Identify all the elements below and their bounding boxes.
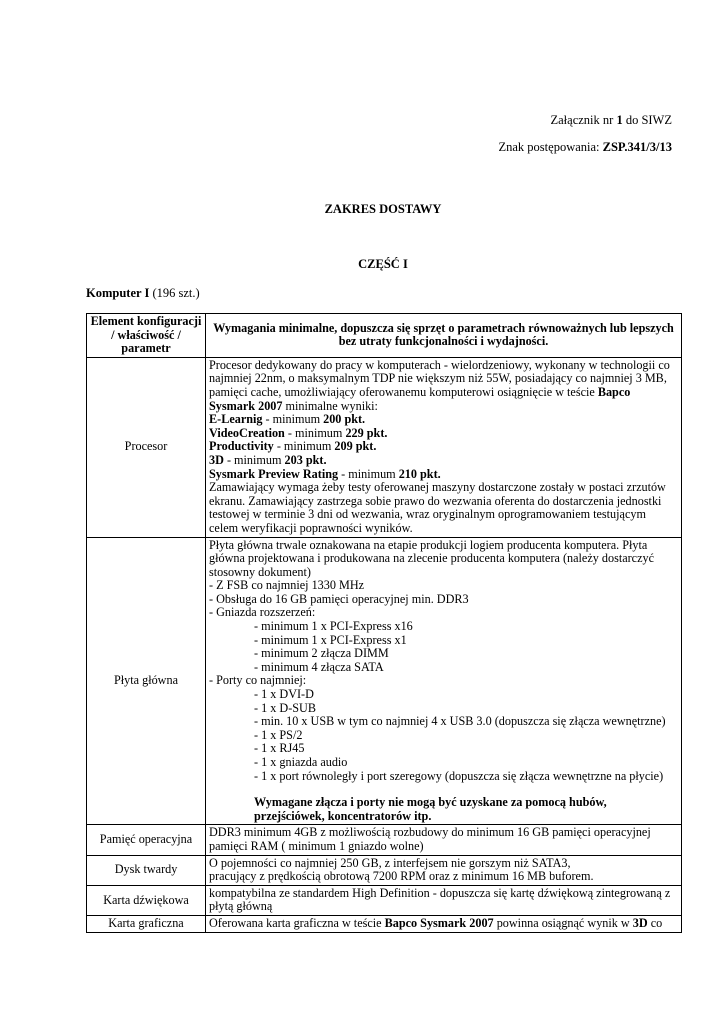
annex-number: 1 xyxy=(616,113,623,127)
row-content-processor: Procesor dedykowany do pracy w komputerach - wielordzeniowy, wykonany w technologii co najmniej 22nm, o maksymalnym TDP nie większym niż 55W, posiadający co najmniej 3 MB, pamięci cache, umożliwiający oferowanemu komputerowi osiągnięcie w teście Bapco Sysmark 2007 minimalne wyniki: E-Learnig - minimum 200 pkt. VideoCreation - minimum 229 pkt. Productivity - minimum 209 pkt. 3D - minimum 203 pkt. Sysmark Preview Rating - minimum 210 pkt. Zamawiający wymaga żeby testy oferowanej maszyny dostarczone zostały w postaci zrzutów ekranu. Zamawiający zastrzega sobie prawo do wezwania oferenta do dostarczenia jednostki testowej w terminie 3 dni od wezwania, wraz oryginalnym oprogramowaniem testującym celem weryfikacji poprawności wyników. xyxy=(206,357,682,537)
computer-quantity: (196 szt.) xyxy=(149,286,200,300)
row-label-processor: Procesor xyxy=(87,357,206,537)
table-row xyxy=(87,915,682,932)
row-content-sound: kompatybilna ze standardem High Definition - dopuszcza się kartę dźwiękową zintegrowaną z płytą główną xyxy=(206,885,682,915)
col-header-requirements: Wymagania minimalne, dopuszcza się sprzęt o parametrach równoważnych lub lepszych bez utraty funkcjonalności i wydajności. xyxy=(206,314,682,358)
part-title: CZĘŚĆ I xyxy=(358,257,408,271)
table-row xyxy=(87,537,682,825)
row-content-disk: O pojemności co najmniej 250 GB, z interfejsem nie gorszym niż SATA3, pracujący z prędkością obrotową 7200 RPM oraz z minimum 16 MB buforem. xyxy=(206,855,682,885)
table-header-row xyxy=(87,314,682,358)
row-content-motherboard: Płyta główna trwale oznakowana na etapie produkcji logiem producenta komputera. Płyta główna projektowana i produkowana na zlecenie producenta komputera (należy dostarczyć stosowny dokument) - Z FSB co najmniej 1330 MHz - Obsługa do 16 GB pamięci operacyjnej min. DDR3 - Gniazda rozszerzeń: - minimum 1 x PCI-Express x16 - minimum 1 x PCI-Express x1 - minimum 2 złącza DIMM - minimum 4 złącza SATA - Porty co najmniej: - 1 x DVI-D - 1 x D-SUB - min. 10 x USB w tym co najmniej 4 x USB 3.0 (dopuszcza się złącza wewnętrzne) - 1 x PS/2 - 1 x RJ45 - 1 x gniazda audio - 1 x port równoległy i port szeregowy (dopuszcza się złącza wewnętrzne na płycie) Wymagane złącza i porty nie mogą być uzyskane za pomocą hubów, przejściówek, koncentratorów itp. xyxy=(206,537,682,825)
col-header-element: Element konfiguracji / właściwość / parametr xyxy=(87,314,206,358)
table-row xyxy=(87,885,682,915)
annex-label xyxy=(551,113,673,128)
motherboard-note: Wymagane złącza i porty nie mogą być uzyskane za pomocą hubów, przejściówek, koncentratorów itp. xyxy=(254,795,607,823)
computer-heading xyxy=(86,286,200,301)
document-title: ZAKRES DOSTAWY xyxy=(324,202,442,216)
row-label-memory: Pamięć operacyjna xyxy=(87,825,206,855)
row-label-motherboard: Płyta główna xyxy=(87,537,206,825)
row-label-disk: Dysk twardy xyxy=(87,855,206,885)
row-label-graphics: Karta graficzna xyxy=(87,915,206,932)
reference-value: ZSP.341/3/13 xyxy=(602,140,672,154)
computer-name: Komputer I xyxy=(86,286,150,300)
row-content-graphics: Oferowana karta graficzna w teście Bapco Sysmark 2007 powinna osiągnąć wynik w 3D co xyxy=(206,915,682,932)
specification-table xyxy=(86,313,682,933)
annex-suffix: do SIWZ xyxy=(622,113,672,127)
table-row xyxy=(87,357,682,537)
row-label-sound: Karta dźwiękowa xyxy=(87,885,206,915)
reference-number xyxy=(499,140,673,155)
table-row xyxy=(87,855,682,885)
reference-label: Znak postępowania: xyxy=(498,140,603,154)
row-content-memory: DDR3 minimum 4GB z możliwością rozbudowy do minimum 16 GB pamięci operacyjnej pamięci RAM ( minimum 1 gniazdo wolne) xyxy=(206,825,682,855)
table-row xyxy=(87,825,682,855)
annex-prefix: Załącznik nr xyxy=(550,113,617,127)
